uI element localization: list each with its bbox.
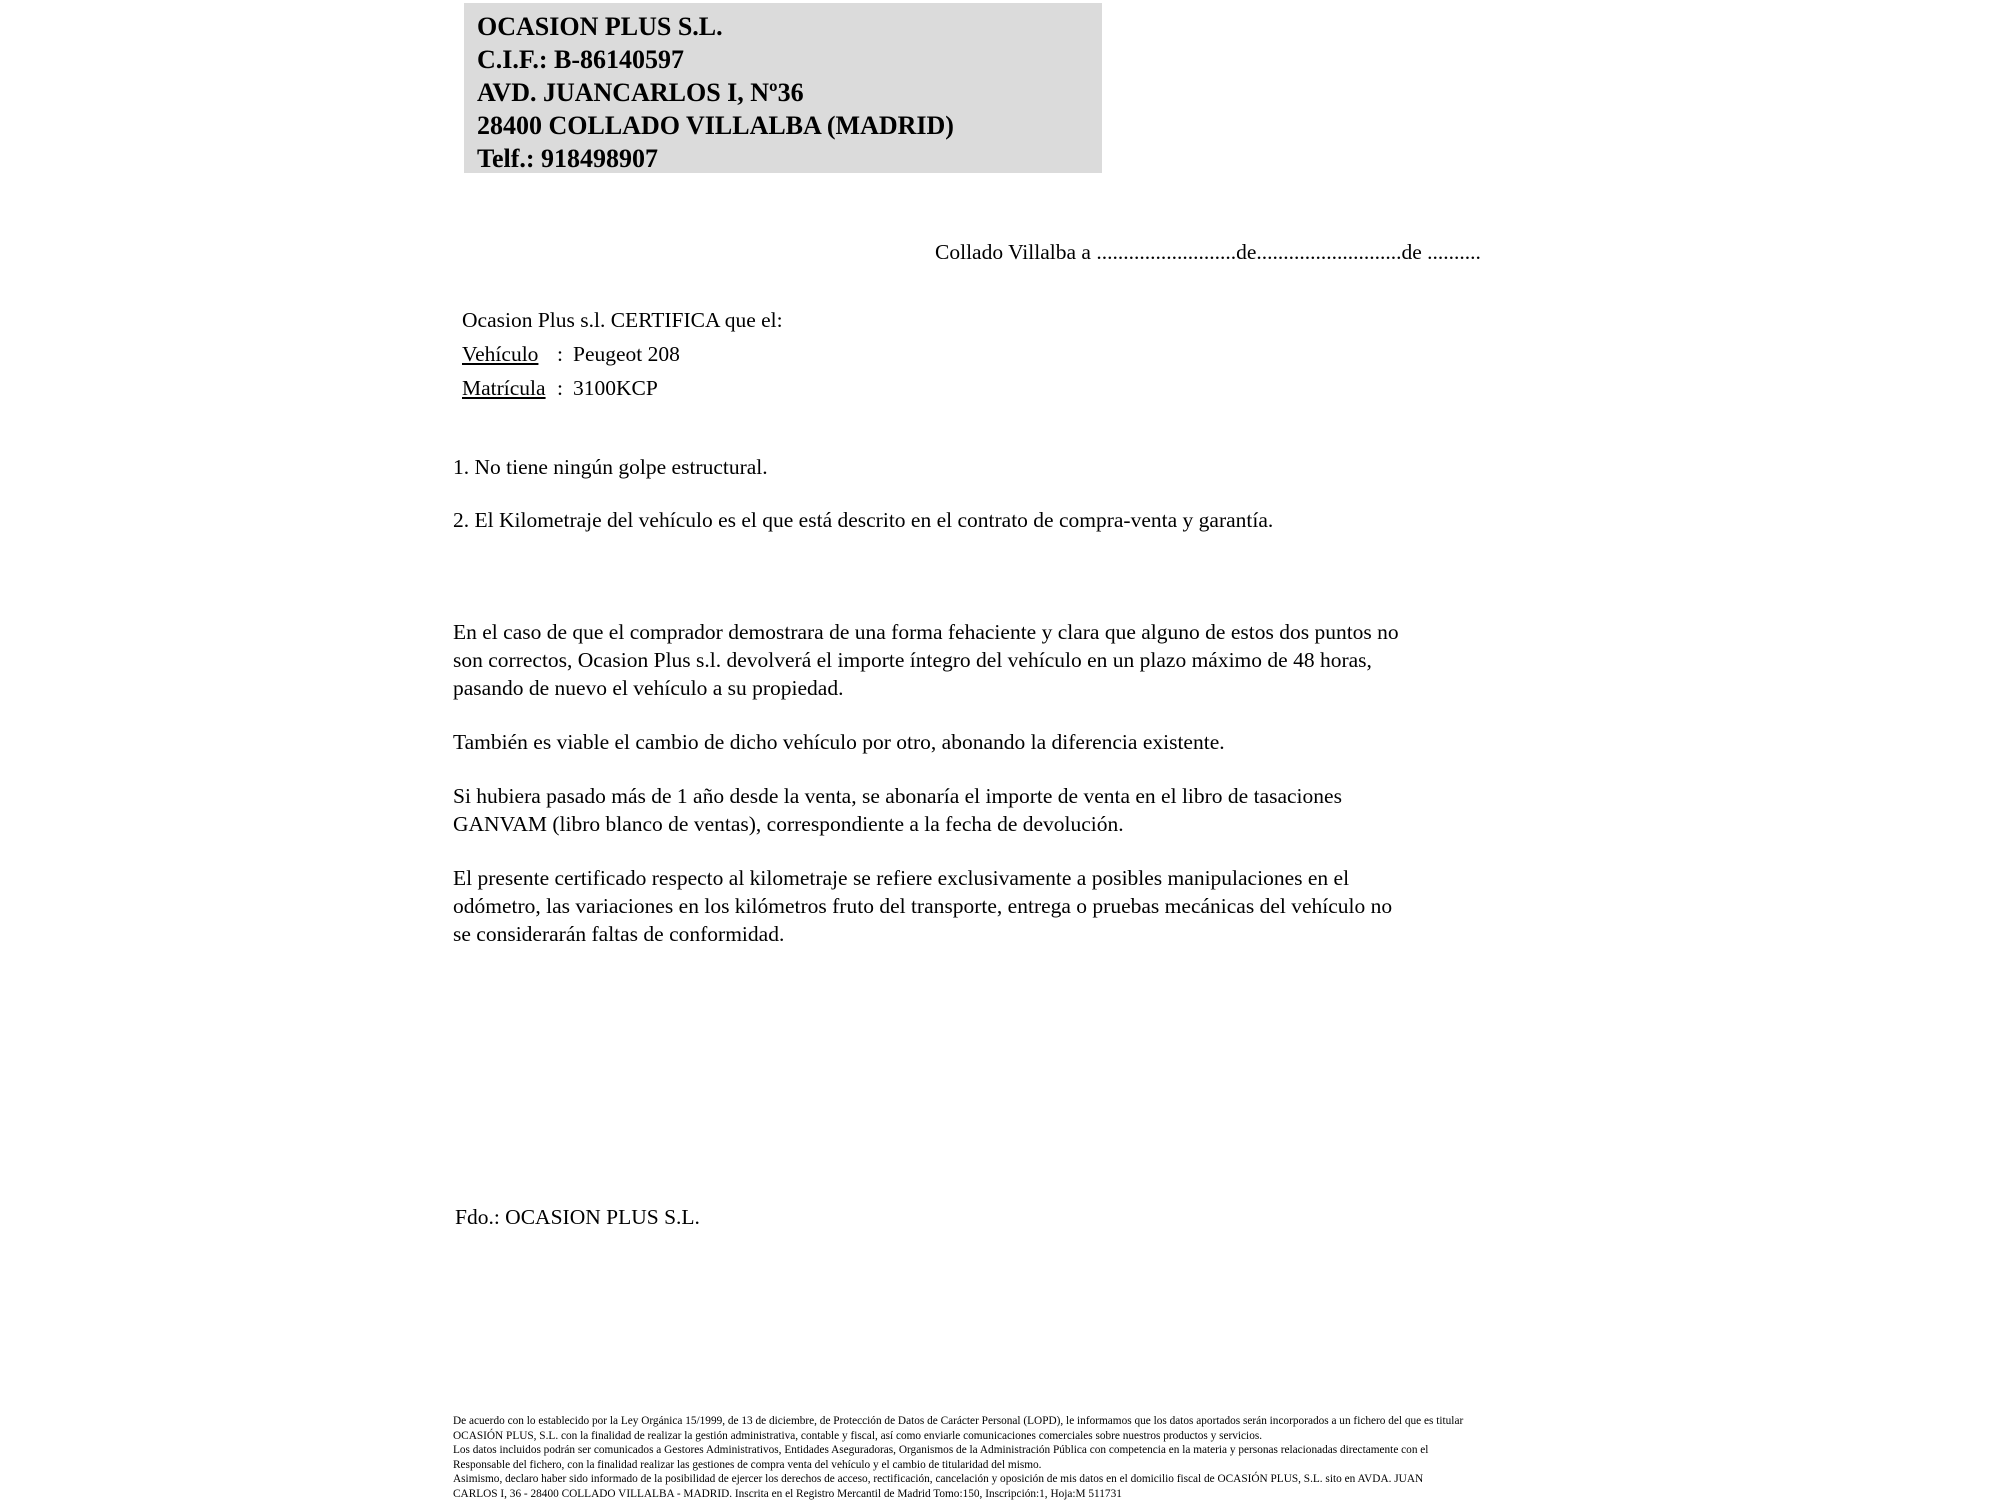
- paragraph-line: Si hubiera pasado más de 1 año desde la venta, se abonaría el importe de venta en el libro de tasaciones: [453, 784, 1342, 808]
- body-paragraph-refund: [453, 618, 1399, 702]
- vehicle-field-separator: :: [557, 342, 563, 366]
- paragraph-line: En el caso de que el comprador demostrara de una forma fehaciente y clara que alguno de estos dos puntos no: [453, 620, 1399, 644]
- vehicle-field-label: Vehículo: [462, 342, 539, 366]
- vehicle-field-label-wrap: [462, 337, 557, 371]
- condition-item-2: 2. El Kilometraje del vehículo es el que está descrito en el contrato de compra-venta y garantía.: [453, 508, 1274, 532]
- legal-footer-line: CARLOS I, 36 - 28400 COLLADO VILLALBA - MADRID. Inscrita en el Registro Mercantil de Madrid Tomo:150, Inscripción:1, Hoja:M 511731: [453, 1487, 1122, 1500]
- paragraph-line: GANVAM (libro blanco de ventas), correspondiente a la fecha de devolución.: [453, 812, 1124, 836]
- legal-footer-line: Asimismo, declaro haber sido informado de la posibilidad de ejercer los derechos de acceso, rectificación, cancelación y oposición de mis datos en el domicilio fiscal de OCASIÓN PLUS, S.L. sito en AVDA. JUAN: [453, 1473, 1424, 1486]
- paragraph-line: También es viable el cambio de dicho vehículo por otro, abonando la diferencia existente.: [453, 730, 1225, 754]
- company-header-line: Telf.: 918498907: [477, 144, 659, 173]
- body-paragraph-exchange: [453, 728, 1399, 756]
- plate-field-separator: :: [557, 376, 563, 400]
- plate-field-value: 3100KCP: [572, 376, 658, 400]
- paragraph-line: odómetro, las variaciones en los kilómetros fruto del transporte, entrega o pruebas mecánicas del vehículo no: [453, 894, 1393, 918]
- paragraph-line: pasando de nuevo el vehículo a su propiedad.: [453, 676, 844, 700]
- legal-footer: [453, 1414, 1463, 1500]
- paragraph-line: se considerarán faltas de conformidad.: [453, 922, 785, 946]
- body-paragraphs: [453, 618, 1399, 974]
- plate-field-label: Matrícula: [462, 376, 546, 400]
- legal-footer-line: OCASIÓN PLUS, S.L. con la finalidad de realizar la gestión administrativa, contable y fiscal, así como enviarle comunicaciones comerciales sobre nuestros productos y servicios.: [453, 1429, 1263, 1442]
- date-line: Collado Villalba a ..........................de...........................de ..........: [935, 240, 1481, 264]
- legal-footer-line: Los datos incluidos podrán ser comunicados a Gestores Administrativos, Entidades Aseguradoras, Organismos de la Administración Pública con competencia en la materia y personas relacionadas directamente con el: [453, 1444, 1429, 1457]
- vehicle-field-value: Peugeot 208: [572, 342, 680, 366]
- paragraph-line: El presente certificado respecto al kilometraje se refiere exclusivamente a posibles manipulaciones en el: [453, 866, 1350, 890]
- company-header-line: AVD. JUANCARLOS I, Nº36: [477, 78, 804, 107]
- signature-line: Fdo.: OCASION PLUS S.L.: [455, 1205, 700, 1229]
- company-header-line: 28400 COLLADO VILLALBA (MADRID): [477, 111, 954, 140]
- vehicle-field-row: [462, 337, 783, 371]
- legal-footer-line: Responsable del fichero, con la finalidad realizar las gestiones de compra venta del vehículo y el cambio de titularidad del mismo.: [453, 1458, 1042, 1471]
- legal-footer-line: De acuerdo con lo establecido por la Ley Orgánica 15/1999, de 13 de diciembre, de Protección de Datos de Carácter Personal (LOPD), le informamos que los datos aportados serán incorporados a un fichero del que es titular: [453, 1415, 1464, 1427]
- condition-item-1: 1. No tiene ningún golpe estructural.: [453, 455, 768, 479]
- paragraph-line: son correctos, Ocasion Plus s.l. devolverá el importe íntegro del vehículo en un plazo máximo de 48 horas,: [453, 648, 1372, 672]
- certification-block: [462, 303, 783, 405]
- company-header-line: OCASION PLUS S.L.: [477, 12, 723, 41]
- body-paragraph-odometer: [453, 864, 1399, 948]
- company-header: [464, 3, 1102, 173]
- certification-intro: Ocasion Plus s.l. CERTIFICA que el:: [462, 308, 783, 332]
- plate-field-row: [462, 371, 783, 405]
- plate-field-label-wrap: [462, 371, 557, 405]
- company-header-line: C.I.F.: B-86140597: [477, 45, 685, 74]
- body-paragraph-ganvam: [453, 782, 1399, 838]
